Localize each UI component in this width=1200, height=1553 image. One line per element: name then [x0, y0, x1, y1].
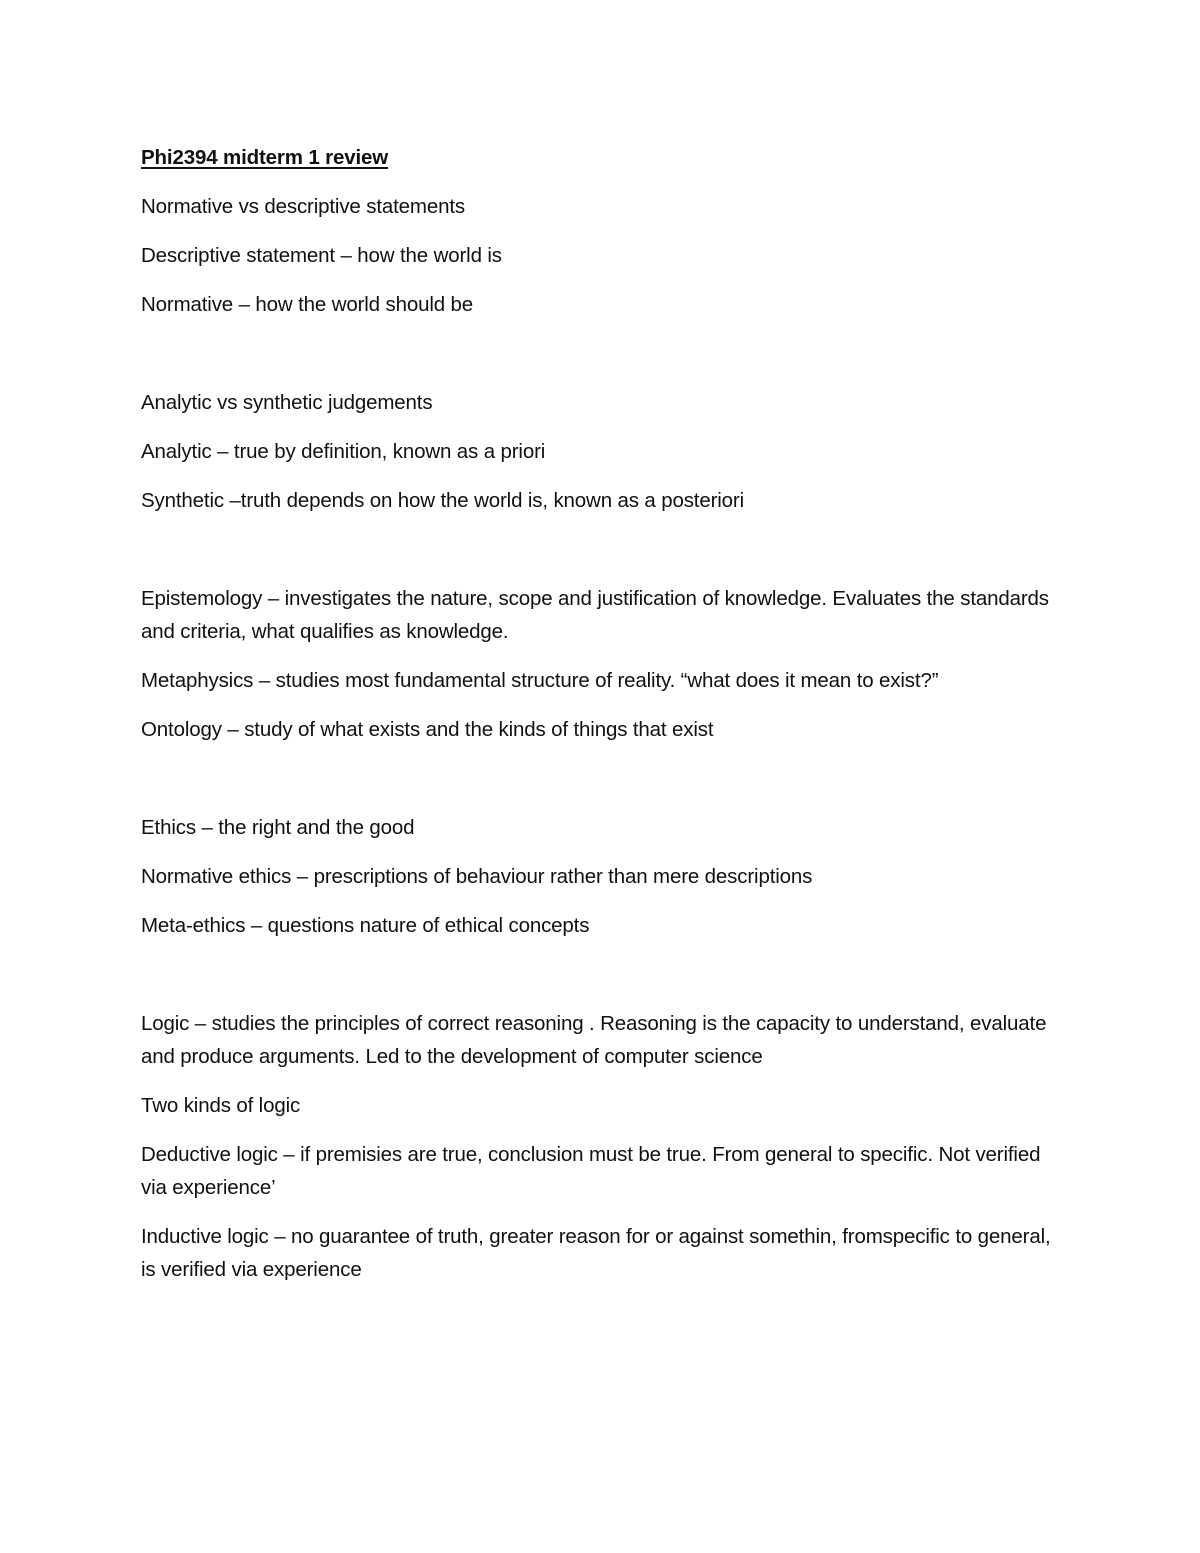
- section-heading: Analytic vs synthetic judgements: [141, 391, 433, 414]
- section-ethics: [141, 811, 1066, 942]
- document-body: [141, 141, 1066, 1302]
- paragraph-gap: [141, 533, 1066, 582]
- definition-line: Metaphysics – studies most fundamental structure of reality. “what does it mean to exist?”: [141, 669, 939, 692]
- definition-line: Ontology – study of what exists and the kinds of things that exist: [141, 718, 714, 741]
- definition-line: Logic – studies the principles of correct reasoning . Reasoning is the capacity to understand, evaluate and produce arguments. Led to the development of computer science: [141, 1012, 1047, 1068]
- section-analytic-synthetic: [141, 386, 1066, 517]
- definition-line: Analytic – true by definition, known as a priori: [141, 440, 546, 463]
- section-heading: Normative vs descriptive statements: [141, 195, 466, 218]
- definition-line: Inductive logic – no guarantee of truth, greater reason for or against somethin, fromspecific to general, is verified via experience: [141, 1225, 1051, 1281]
- section-logic: [141, 1007, 1066, 1286]
- definition-line: Normative ethics – prescriptions of behaviour rather than mere descriptions: [141, 865, 813, 888]
- definition-line: Normative – how the world should be: [141, 293, 474, 316]
- section-normative-descriptive: [141, 190, 1066, 321]
- definition-line: Epistemology – investigates the nature, scope and justification of knowledge. Evaluates the standards and criteria, what qualifies as knowledge.: [141, 587, 1049, 643]
- paragraph-gap: [141, 337, 1066, 386]
- section-branches: [141, 582, 1066, 746]
- definition-line: Descriptive statement – how the world is: [141, 244, 502, 267]
- document-title: Phi2394 midterm 1 review: [141, 146, 389, 169]
- definition-line: Two kinds of logic: [141, 1094, 301, 1117]
- definition-line: Ethics – the right and the good: [141, 816, 415, 839]
- definition-line: Deductive logic – if premisies are true, conclusion must be true. From general to specific. Not verified via experience’: [141, 1143, 1041, 1199]
- definition-line: Synthetic –truth depends on how the world is, known as a posteriori: [141, 489, 745, 512]
- paragraph-gap: [141, 958, 1066, 1007]
- paragraph-gap: [141, 762, 1066, 811]
- definition-line: Meta-ethics – questions nature of ethical concepts: [141, 914, 590, 937]
